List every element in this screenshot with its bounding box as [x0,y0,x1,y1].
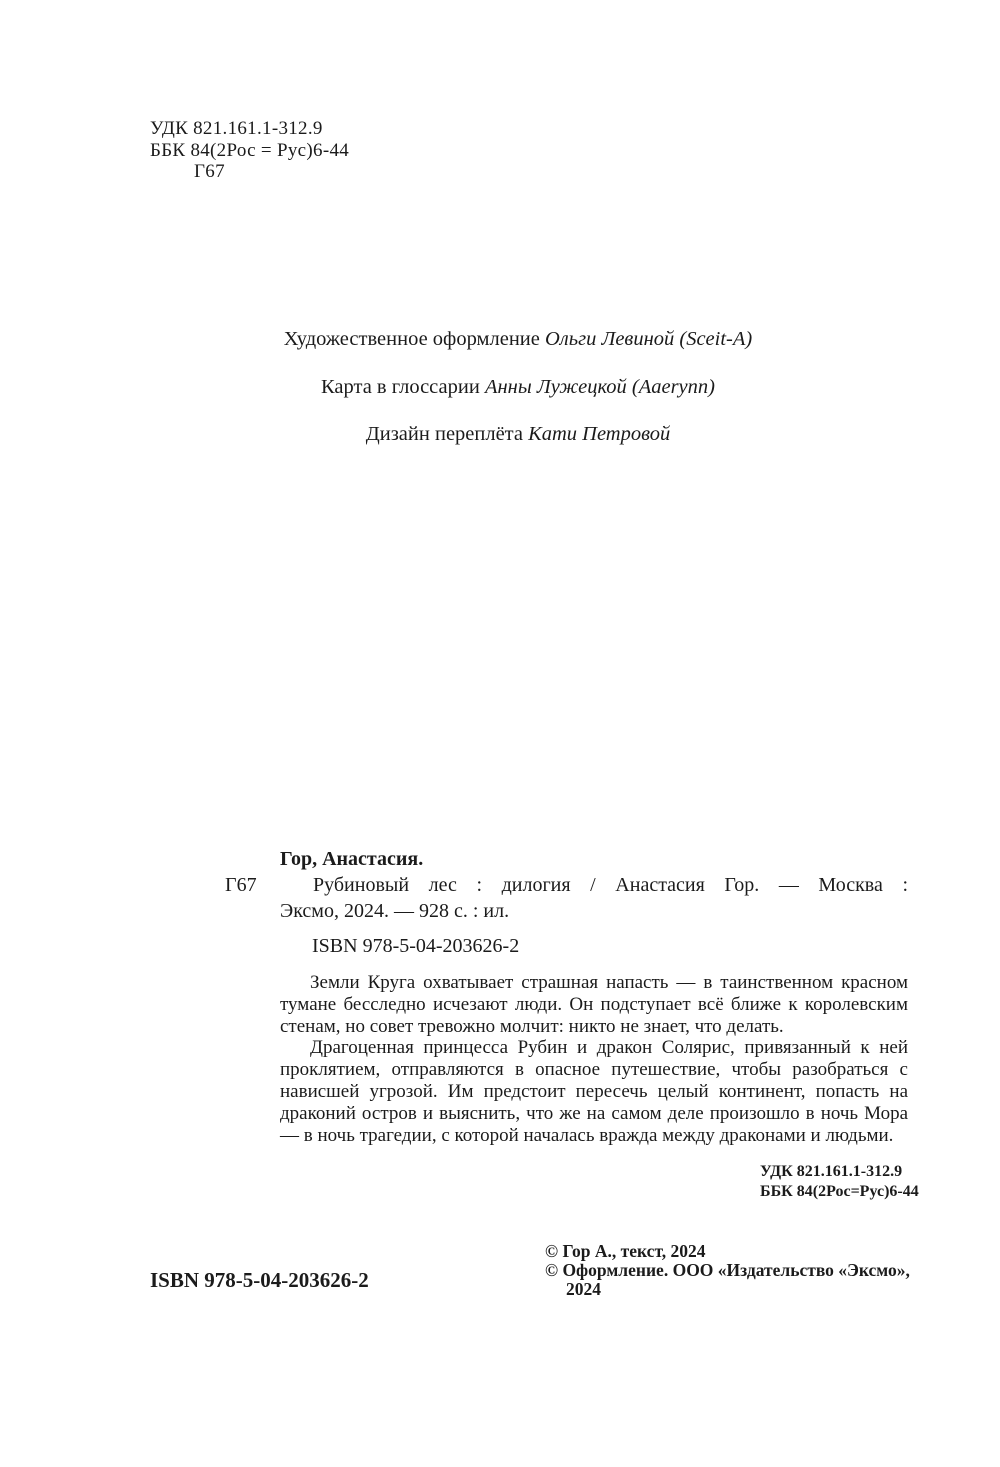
catalog-isbn: ISBN 978-5-04-203626-2 [312,935,520,957]
copyright-block [545,1242,920,1299]
copyright-design-line: © Оформление. ООО «Издательство «Эксмо», [545,1260,910,1280]
author-code-line: Г67 [194,161,225,182]
bottom-isbn: ISBN 978-5-04-203626-2 [150,1268,369,1292]
credit-name: Ольги Левиной (Sceit-A) [545,328,753,350]
catalog-title-text: Рубиновый лес : дилогия / Анастасия Гор. — Москва : [313,874,908,896]
credit-role: Художественное оформление [283,328,540,350]
catalog-title-line [225,872,908,898]
credit-name: Анны Лужецкой (Aaerynn) [484,375,715,398]
bottom-classification-block [760,1162,919,1201]
annotation-paragraph-1: Земли Круга охватывает страшная напасть — в таинственном красном тумане бесследно исчезают люди. Он подступает всё ближе к королевским стенам, но совет тревожно молчит: никто не знает, что делать. [280,972,908,1037]
catalog-margin-code: Г67 [225,874,257,896]
bbk-line: ББК 84(2Рос = Рус)6-44 [150,139,350,161]
catalog-author: Гор, Анастасия. [280,848,424,870]
top-classification-block [150,118,349,183]
catalog-entry [225,846,908,959]
credit-line-art-design [128,328,908,351]
credit-role: Дизайн переплёта [365,423,523,445]
credits-block [128,328,908,471]
credit-role: Карта в глоссарии [321,375,480,398]
copyright-text-line: © Гор А., текст, 2024 [545,1241,706,1261]
catalog-publication-line: Эксмо, 2024. — 928 с. : ил. [280,900,510,922]
udk-line: УДК 821.161.1-312.9 [150,118,323,139]
annotation-block [280,972,908,1146]
copyright-year-line: 2024 [566,1279,601,1299]
bbk-line: ББК 84(2Рос=Рус)6-44 [760,1182,919,1200]
credit-line-cover-design [128,423,908,446]
credit-line-glossary-map [128,376,908,399]
credit-name: Кати Петровой [528,423,671,445]
udk-line: УДК 821.161.1-312.9 [760,1163,903,1180]
annotation-paragraph-2: Драгоценная принцесса Рубин и дракон Солярис, привязанный к ней проклятием, отправляются в опасное путешествие, чтобы разобраться с нависшей угрозой. Им предстоит пересечь целый континент, попасть на драконий остров и выяснить, что же на самом деле произошло в ночь Мора — в ночь трагедии, с которой началась вражда между драконами и людьми. [280,1037,908,1146]
